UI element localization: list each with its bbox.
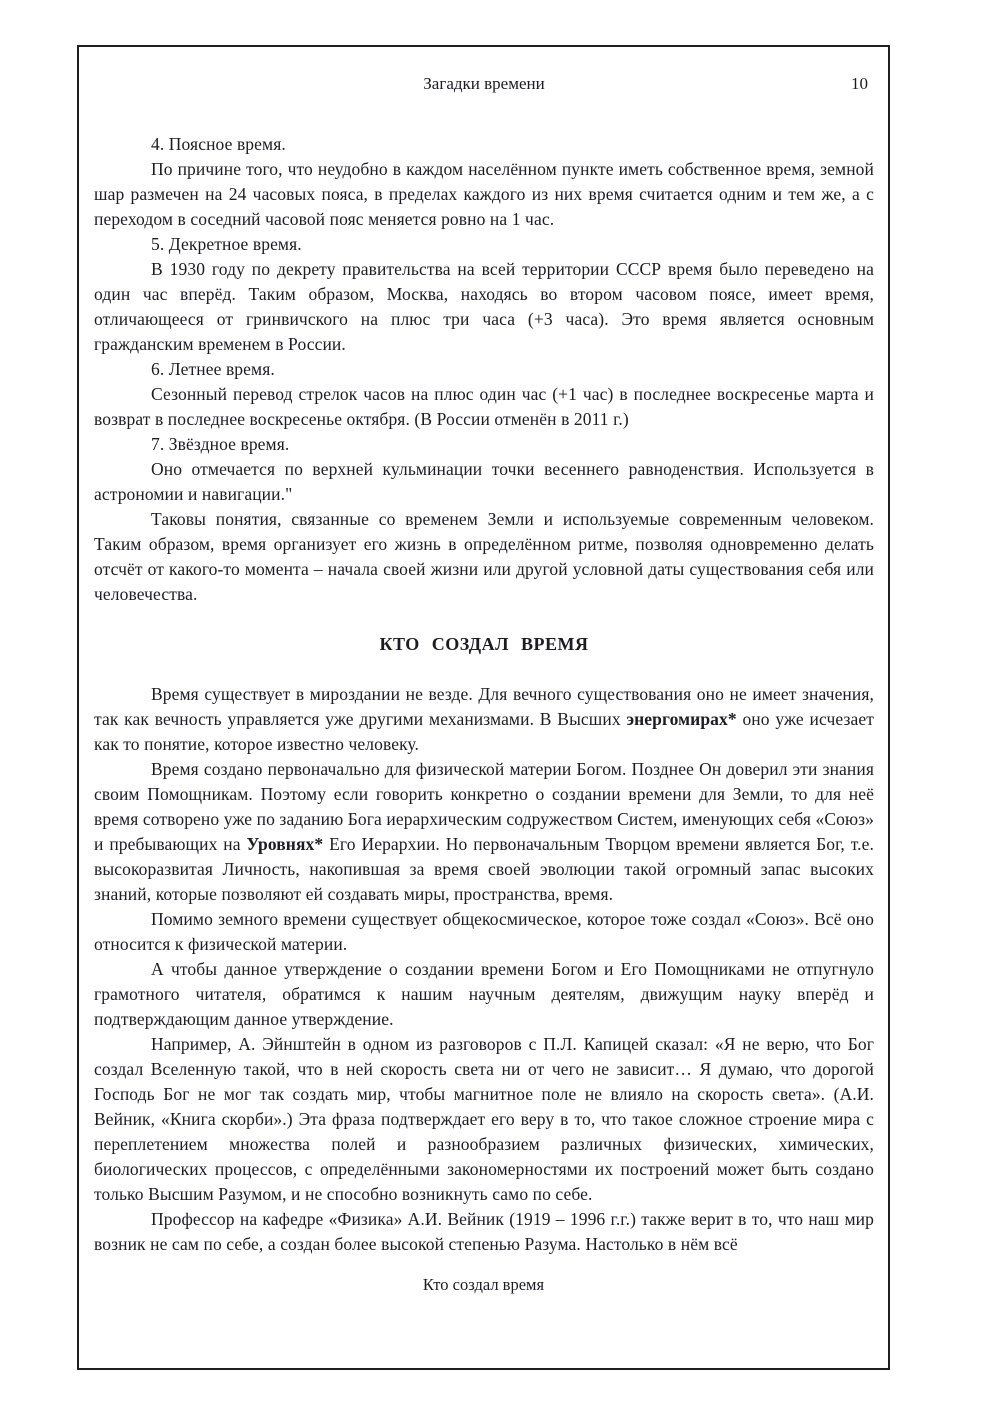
section-heading: КТО СОЗДАЛ ВРЕМЯ xyxy=(379,634,589,654)
paragraph xyxy=(94,907,874,957)
text-run: 6. Летнее время. xyxy=(151,359,275,379)
text-run: Например, А. Эйнштейн в одном из разговоров с П.Л. Капицей сказал: «Я не верю, что Бог создал Вселенную такой, что в ней скорость света ни от чего не зависит… Я думаю, что дорогой Господь Бог не мог так создать мир, чтобы магнитное поле не влияло на скорость света». (А.И. Вейник, «Книга скорби».) Эта фраза подтверждает его веру в то, что такое сложное строение мира с переплетением множества полей и разнообразием различных физических, химических, биологических процессов, с определёнными закономерностями их построений может быть создано только Высшим Разумом, и не способно возникнуть само по себе. xyxy=(94,1034,874,1204)
paragraph xyxy=(94,357,874,382)
paragraph xyxy=(94,232,874,257)
paragraph xyxy=(94,957,874,1032)
text-run: Таковы понятия, связанные со временем Земли и используемые современным человеком. Таким образом, время организует его жизнь в определённом ритме, позволяя одновременно делать отсчёт от какого-то момента – начала своей жизни или другой условной даты существования себя или человечества. xyxy=(94,509,874,604)
bold-term: энергомирах* xyxy=(626,709,737,729)
text-run: Время существует в мироздании не везде. Для вечного существования оно не имеет значения, так как вечность управляется уже другими механизмами. В Высших xyxy=(94,684,874,729)
text-run: А чтобы данное утверждение о создании времени Богом и Его Помощниками не отпугнуло грамотного читателя, обратимся к нашим научным деятелям, движущим науку вперёд и подтверждающим данное утверждение. xyxy=(94,959,874,1029)
paragraph xyxy=(94,507,874,607)
paragraph xyxy=(94,682,874,757)
bold-term: Уровнях* xyxy=(246,834,324,854)
text-run: Сезонный перевод стрелок часов на плюс один час (+1 час) в последнее воскресенье марта и возврат в последнее воскресенье октября. (В России отменён в 2011 г.) xyxy=(94,384,874,429)
text-run: Оно отмечается по верхней кульминации точки весеннего равноденствия. Используется в астрономии и навигации." xyxy=(94,459,874,504)
paragraph xyxy=(94,382,874,432)
paragraph xyxy=(94,1207,874,1257)
paragraph xyxy=(94,132,874,157)
paragraph xyxy=(94,157,874,232)
text-run: Помимо земного времени существует общекосмическое, которое тоже создал «Союз». Всё оно относится к физической материи. xyxy=(94,909,874,954)
paragraph xyxy=(94,457,874,507)
text-run: 4. Поясное время. xyxy=(151,134,286,154)
page-number: 10 xyxy=(851,74,868,93)
paragraph xyxy=(94,257,874,357)
text-run: В 1930 году по декрету правительства на всей территории СССР время было переведено на один час вперёд. Таким образом, Москва, находясь во втором часовом поясе, имеет время, отличающееся от гринвичского на плюс три часа (+3 часа). Это время является основным гражданским временем в России. xyxy=(94,259,874,354)
paragraph xyxy=(94,1032,874,1207)
document-page xyxy=(77,45,890,1370)
text-run: 7. Звёздное время. xyxy=(151,434,290,454)
page-header xyxy=(94,74,874,94)
paragraph xyxy=(94,432,874,457)
running-title: Загадки времени xyxy=(423,74,545,93)
text-run: Профессор на кафедре «Физика» А.И. Вейник (1919 – 1996 г.г.) также верит в то, что наш мир возник не сам по себе, а создан более высокой степенью Разума. Настолько в нём всё xyxy=(94,1209,874,1254)
page-footer xyxy=(79,1275,888,1295)
footer-title: Кто создал время xyxy=(422,1275,545,1294)
text-run: 5. Декретное время. xyxy=(151,234,302,254)
text-run: оно уже исчезает как то понятие, которое известно человеку. xyxy=(94,709,874,754)
text-run: Его Иерархии. Но первоначальным Творцом времени является Бог, т.е. высокоразвитая Личность, накопившая за время своей эволюции такой огромный запас высоких знаний, которые позволяют ей создавать миры, пространства, время. xyxy=(94,834,874,904)
page-body xyxy=(94,132,874,1257)
text-run: По причине того, что неудобно в каждом населённом пункте иметь собственное время, земной шар размечен на 24 часовых пояса, в пределах каждого из них время считается одним и тем же, а с переходом в соседний часовой пояс меняется ровно на 1 час. xyxy=(94,159,874,229)
text-run: Время создано первоначально для физической материи Богом. Позднее Он доверил эти знания своим Помощникам. Поэтому если говорить конкретно о создании времени для Земли, то для неё время сотворено уже по заданию Бога иерархическим содружеством Систем, именующих себя «Союз» и пребывающих на xyxy=(94,759,874,854)
paragraph xyxy=(94,757,874,907)
